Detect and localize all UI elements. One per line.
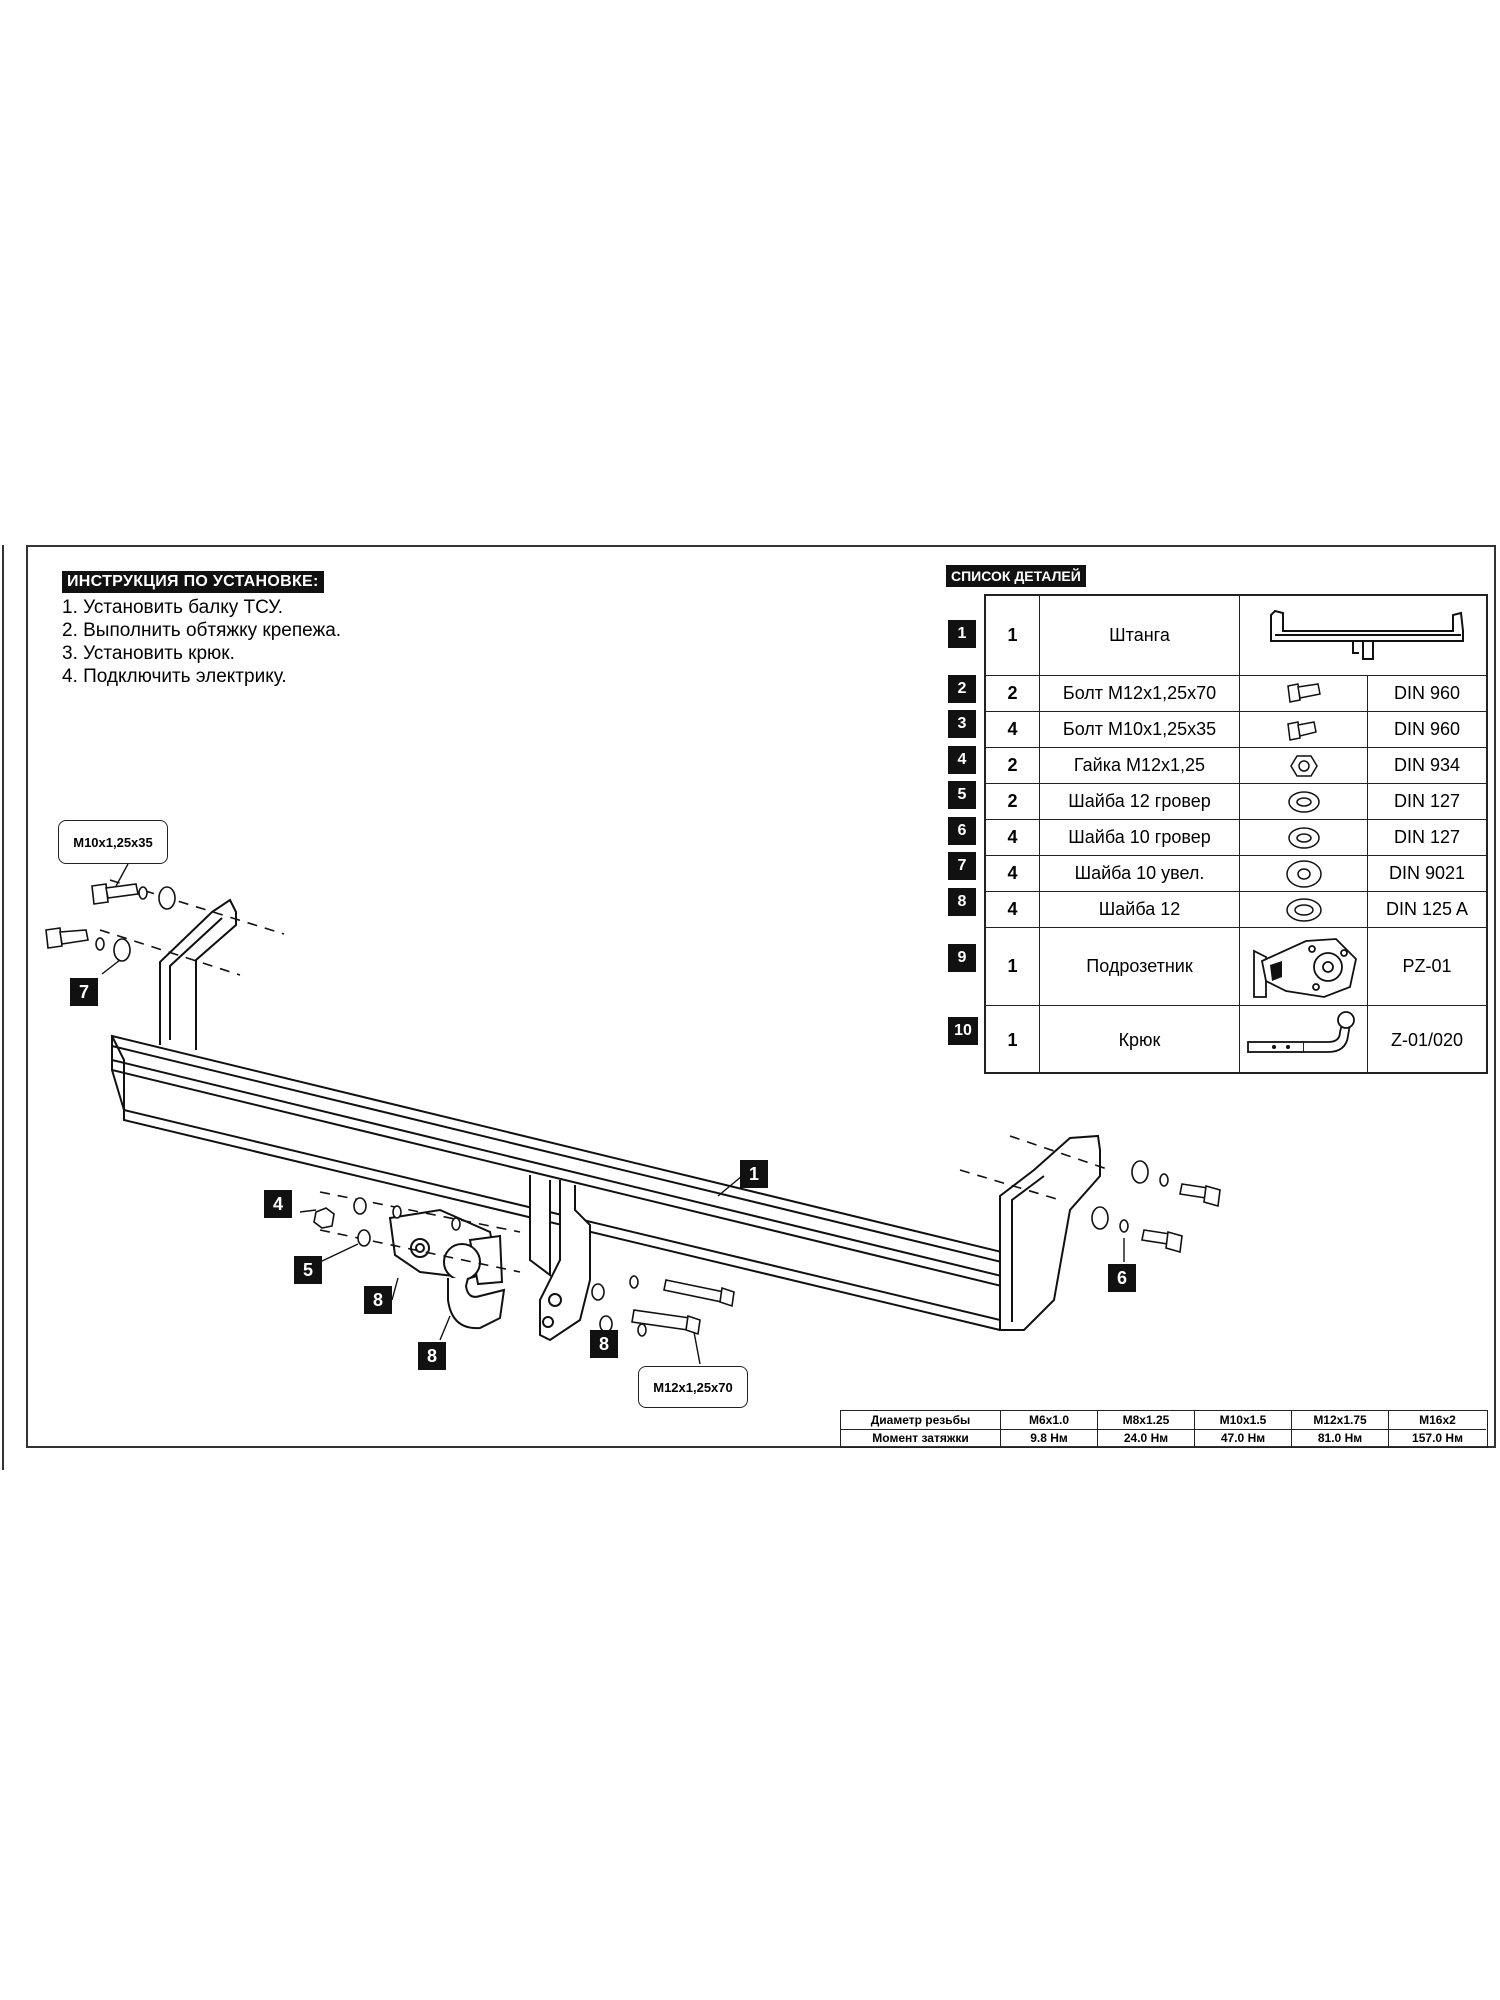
part-number-badge: 10 bbox=[948, 1017, 978, 1045]
instruction-step: 1. Установить балку ТСУ. bbox=[62, 597, 284, 618]
part-qty: 2 bbox=[986, 748, 1040, 783]
torque-cell: 157.0 Нм bbox=[1412, 1431, 1463, 1445]
parts-list-title: СПИСОК ДЕТАЛЕЙ bbox=[946, 565, 1086, 587]
torque-cell: 9.8 Нм bbox=[1001, 1429, 1098, 1447]
part-number-badge: 3 bbox=[948, 710, 976, 738]
part-name: Шайба 10 увел. bbox=[1040, 856, 1240, 891]
part-number-badge: 9 bbox=[948, 944, 976, 972]
part-standard: Z-01/020 bbox=[1390, 1029, 1464, 1050]
part-name: Подрозетник bbox=[1040, 928, 1240, 1005]
part-standard: DIN 125 A bbox=[1385, 899, 1469, 919]
part-standard: DIN 9021 bbox=[1388, 863, 1466, 883]
part-number-badge: 7 bbox=[948, 852, 976, 880]
right-mounting-bracket bbox=[1000, 1136, 1100, 1330]
instruction-step: 4. Подключить электрику. bbox=[62, 666, 287, 687]
part-standard: DIN 127 bbox=[1393, 827, 1461, 847]
right-fasteners bbox=[1092, 1161, 1220, 1252]
part-name: Шайба 10 гровер bbox=[1040, 820, 1240, 855]
left-mounting-bracket bbox=[160, 900, 236, 1050]
part-name: Гайка М12х1,25 bbox=[1040, 748, 1240, 783]
diagram-tag: 4 bbox=[264, 1190, 292, 1218]
thread-cell: M6x1.0 bbox=[1001, 1411, 1098, 1429]
part-name: Шайба 12 гровер bbox=[1040, 784, 1240, 819]
thread-cell: M12x1.75 bbox=[1292, 1411, 1389, 1429]
diagram-tag: 7 bbox=[70, 978, 98, 1006]
part-qty: 2 bbox=[986, 784, 1040, 819]
part-number-badge: 4 bbox=[948, 746, 976, 774]
diagram-tag: 8 bbox=[364, 1286, 392, 1314]
torque-header: Момент затяжки bbox=[841, 1429, 1001, 1447]
bolt-size-callout: M12x1,25x70 bbox=[638, 1366, 748, 1408]
part-number-badge: 8 bbox=[948, 888, 976, 916]
instruction-step: 2. Выполнить обтяжку крепежа. bbox=[62, 620, 342, 641]
part-number-badge: 6 bbox=[948, 817, 976, 845]
part-qty: 2 bbox=[986, 676, 1040, 711]
diagram-tag: 6 bbox=[1108, 1264, 1136, 1292]
torque-row bbox=[841, 1429, 1486, 1447]
part-name: Болт М12х1,25х70 bbox=[1040, 676, 1240, 711]
left-fasteners bbox=[46, 884, 175, 961]
thread-cell: M16x2 bbox=[1419, 1413, 1456, 1427]
thread-header: Диаметр резьбы bbox=[841, 1411, 1001, 1429]
socket-bracket-assembly bbox=[390, 1210, 502, 1284]
part-qty: 4 bbox=[986, 712, 1040, 747]
instructions-title: ИНСТРУКЦИЯ ПО УСТАНОВКЕ: bbox=[62, 571, 324, 593]
part-standard: DIN 960 bbox=[1393, 683, 1461, 703]
thread-cell: M10x1.5 bbox=[1195, 1411, 1292, 1429]
diagram-tag: 8 bbox=[590, 1330, 618, 1358]
part-standard: DIN 960 bbox=[1393, 719, 1461, 739]
torque-cell: 24.0 Нм bbox=[1098, 1429, 1195, 1447]
leader-lines bbox=[102, 864, 1124, 1364]
part-qty: 4 bbox=[986, 892, 1040, 927]
part-number-badge: 2 bbox=[948, 675, 976, 703]
part-standard: DIN 934 bbox=[1393, 755, 1461, 775]
torque-table bbox=[840, 1410, 1488, 1448]
part-name: Крюк bbox=[1040, 1006, 1240, 1074]
torque-cell: 81.0 Нм bbox=[1292, 1429, 1389, 1447]
thread-row bbox=[841, 1411, 1486, 1430]
part-qty: 1 bbox=[986, 1006, 1040, 1074]
part-qty: 4 bbox=[986, 856, 1040, 891]
part-qty: 1 bbox=[986, 596, 1040, 675]
part-standard: DIN 127 bbox=[1393, 791, 1461, 811]
part-number-badge: 1 bbox=[948, 620, 976, 648]
part-standard: PZ-01 bbox=[1402, 956, 1452, 976]
instruction-step: 3. Установить крюк. bbox=[62, 643, 235, 664]
center-fasteners bbox=[314, 1198, 734, 1336]
part-qty: 4 bbox=[986, 820, 1040, 855]
thread-cell: M8x1.25 bbox=[1098, 1411, 1195, 1429]
bolt-size-callout: M10x1,25x35 bbox=[58, 820, 168, 864]
center-hook-bracket bbox=[530, 1175, 590, 1340]
diagram-tag: 5 bbox=[294, 1256, 322, 1284]
torque-cell: 47.0 Нм bbox=[1195, 1429, 1292, 1447]
part-qty: 1 bbox=[986, 928, 1040, 1005]
part-number-badge: 5 bbox=[948, 781, 976, 809]
diagram-tag: 8 bbox=[418, 1342, 446, 1370]
part-name: Шайба 12 bbox=[1040, 892, 1240, 927]
diagram-tag: 1 bbox=[740, 1160, 768, 1188]
part-name: Болт М10х1,25х35 bbox=[1040, 712, 1240, 747]
part-name: Штанга bbox=[1040, 596, 1240, 675]
